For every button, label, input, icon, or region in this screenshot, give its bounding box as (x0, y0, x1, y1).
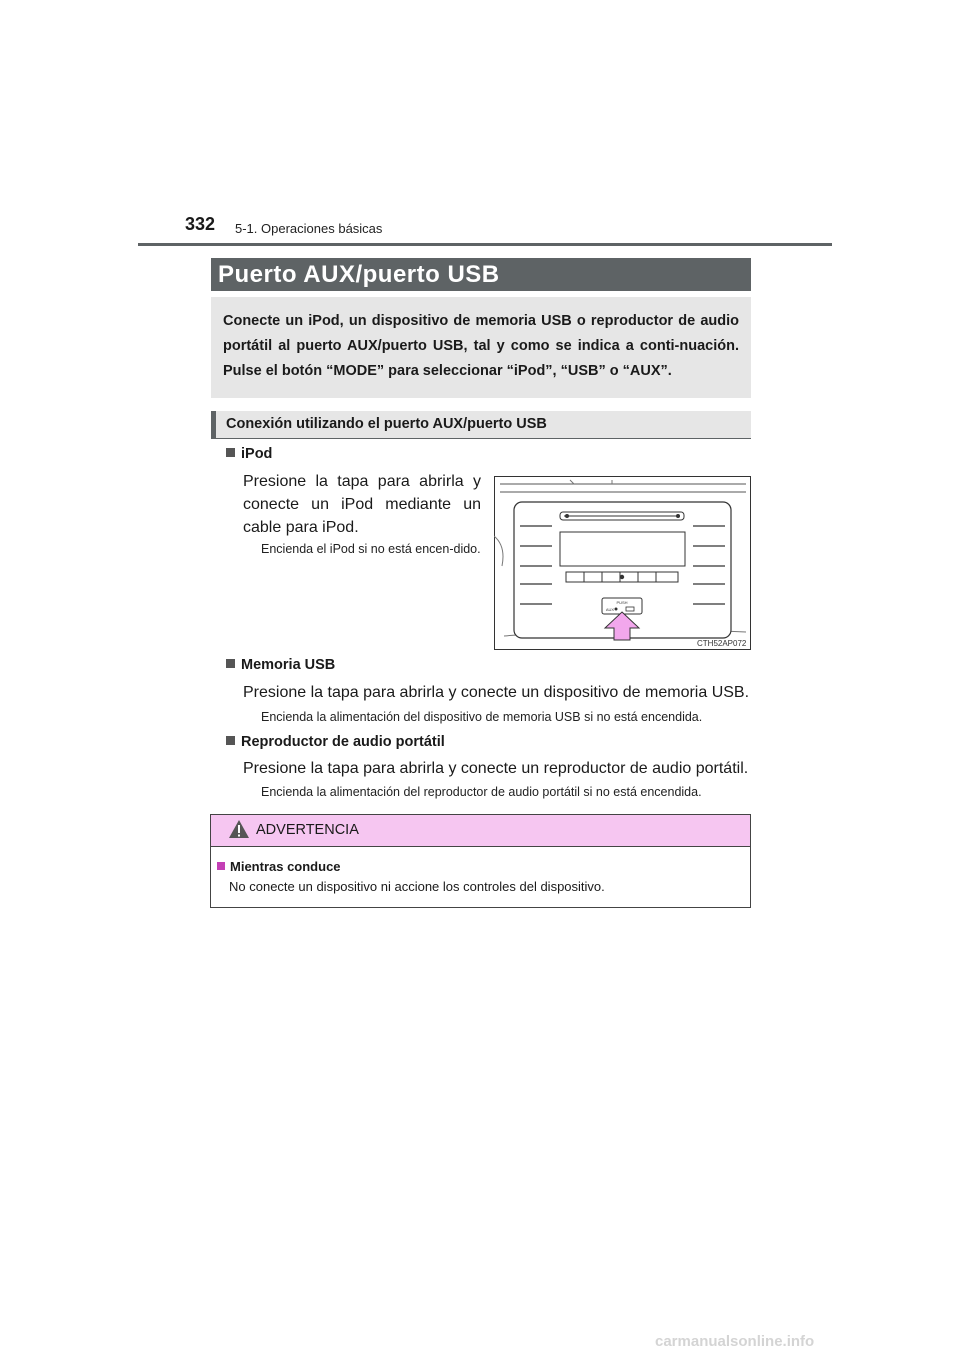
audio-unit-illustration (494, 476, 751, 650)
subsection-heading: Conexión utilizando el puerto AUX/puerto USB (211, 411, 751, 439)
page-number: 332 (185, 214, 216, 234)
warning-triangle-icon (228, 819, 250, 839)
warning-box (210, 814, 751, 908)
item-note-ipod: Encienda el iPod si no está encen-dido. (261, 542, 481, 556)
item-body-usb: Presione la tapa para abrirla y conecte un dispositivo de memoria USB. (243, 684, 750, 701)
warning-subheading: Mientras conduce (217, 859, 341, 874)
square-bullet-icon (217, 862, 225, 870)
item-heading-ipod: iPod (226, 446, 272, 462)
warning-title: ADVERTENCIA (256, 822, 359, 838)
item-heading-usb: Memoria USB (226, 657, 335, 673)
square-bullet-icon (226, 448, 235, 457)
warning-text: No conecte un dispositivo ni accione los controles del dispositivo. (229, 879, 605, 894)
port-cover-label: PUSH (616, 600, 628, 605)
intro-paragraph: Conecte un iPod, un dispositivo de memoria USB o reproductor de audio portátil al puerto AUX/puerto USB, tal y como se indica a conti-nuación. Pulse el botón “MODE” para seleccionar “iPod”, “USB” o “AUX”. (211, 297, 751, 398)
page-title: Puerto AUX/puerto USB (211, 258, 751, 291)
figure-code: CTH52AP072 (697, 639, 747, 648)
section-label: 5-1. Operaciones básicas (235, 221, 383, 236)
watermark: carmanualsonline.info (655, 1333, 815, 1350)
item-body-ipod: Presione la tapa para abrirla y conecte un iPod mediante un cable para iPod. (243, 473, 481, 536)
square-bullet-icon (226, 736, 235, 745)
header-rule (138, 243, 832, 246)
warning-header (211, 815, 750, 847)
square-bullet-icon (226, 659, 235, 668)
item-body-portable-player: Presione la tapa para abrirla y conecte un reproductor de audio portátil. (243, 760, 749, 777)
item-heading-portable-player: Reproductor de audio portátil (226, 734, 445, 750)
item-note-usb: Encienda la alimentación del dispositivo de memoria USB si no está encendida. (261, 710, 703, 724)
aux-port-label: AUX (605, 607, 615, 612)
item-note-portable-player: Encienda la alimentación del reproductor de audio portátil si no está encendida. (261, 785, 702, 799)
